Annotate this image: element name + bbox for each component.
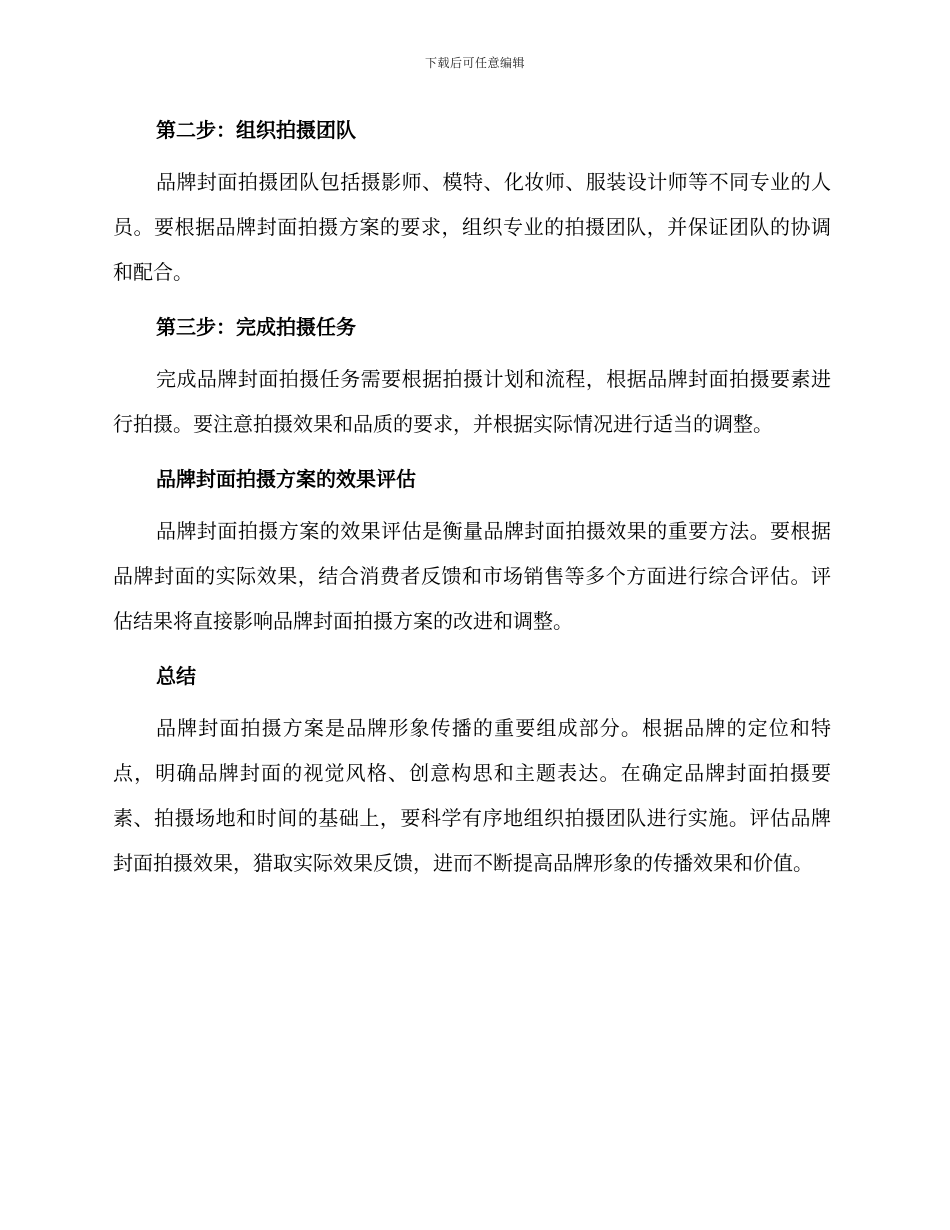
section-summary: [113, 656, 831, 886]
section-heading: 总结: [156, 664, 196, 688]
section-paragraph: 品牌封面拍摄方案是品牌形象传播的重要组成部分。根据品牌的定位和特点，明确品牌封面的视觉风格、创意构思和主题表达。在确定品牌封面拍摄要素、拍摄场地和时间的基础上，要科学有序地组织拍摄团队进行实施。评估品牌封面拍摄效果，猎取实际效果反馈，进而不断提高品牌形象的传播效果和价值。: [113, 716, 831, 875]
section-step-two: [113, 110, 831, 295]
section-paragraph: 品牌封面拍摄团队包括摄影师、模特、化妆师、服装设计师等不同专业的人员。要根据品牌封面拍摄方案的要求，组织专业的拍摄团队，并保证团队的协调和配合。: [113, 170, 831, 284]
section-heading: 第三步：完成拍摄任务: [156, 315, 356, 339]
header-note: 下载后可任意编辑: [424, 56, 525, 70]
document-body: [113, 110, 831, 898]
section-paragraph: 完成品牌封面拍摄任务需要根据拍摄计划和流程，根据品牌封面拍摄要素进行拍摄。要注意拍摄效果和品质的要求，并根据实际情况进行适当的调整。: [113, 367, 831, 436]
section-step-three: [113, 307, 831, 447]
section-paragraph: 品牌封面拍摄方案的效果评估是衡量品牌封面拍摄效果的重要方法。要根据品牌封面的实际效果，结合消费者反馈和市场销售等多个方面进行综合评估。评估结果将直接影响品牌封面拍摄方案的改进和调整。: [113, 519, 831, 633]
section-heading: 第二步：组织拍摄团队: [156, 118, 356, 142]
section-heading: 品牌封面拍摄方案的效果评估: [156, 467, 416, 491]
section-evaluation: [113, 459, 831, 644]
